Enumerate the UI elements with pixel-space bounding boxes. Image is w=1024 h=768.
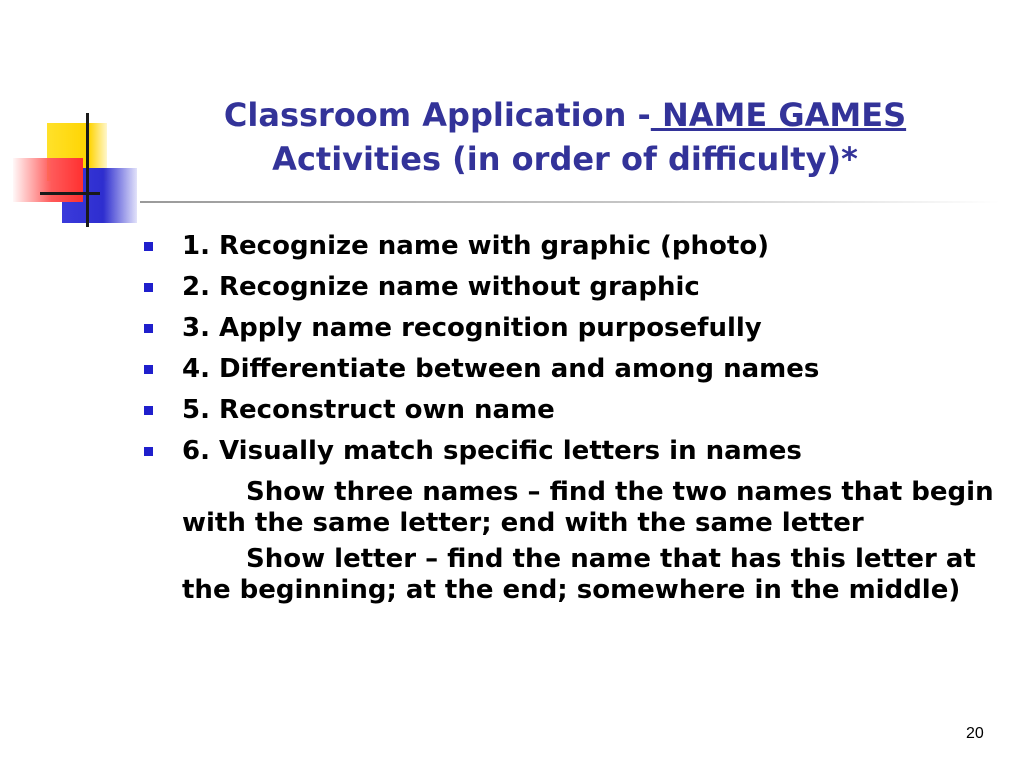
square-bullet-icon [144,365,153,374]
detail-paragraph-1 [141,477,1002,539]
bullet-item-6 [141,431,1011,472]
title-divider [140,201,1000,203]
square-bullet-icon [144,406,153,415]
bullet-item-4 [141,349,1011,390]
title-underlined: NAME GAMES [650,96,907,134]
bullet-text: 1. Recognize name with graphic (photo) [182,231,770,261]
title-line-1 [150,93,980,137]
detail-paragraph-2 [141,544,1002,606]
bullet-list [141,226,1011,606]
square-bullet-icon [144,242,153,251]
bullet-text: 5. Reconstruct own name [182,395,555,425]
logo-vertical-line [86,113,89,227]
detail-text: Show letter – find the name that has this letter at the beginning; at the end; somewhere in the middle) [182,544,976,605]
detail-text: Show three names – find the two names that begin with the same letter; end with the same letter [182,477,994,538]
slide-title [150,93,980,181]
bullet-item-3 [141,308,1011,349]
square-bullet-icon [144,324,153,333]
color-blocks-logo-icon [0,0,150,240]
page-number: 20 [966,725,984,742]
bullet-text: 2. Recognize name without graphic [182,272,700,302]
bullet-text: 6. Visually match specific letters in names [182,436,802,466]
bullet-item-2 [141,267,1011,308]
title-line-2: Activities (in order of difficulty)* [272,140,858,178]
bullet-text: 3. Apply name recognition purposefully [182,313,762,343]
square-bullet-icon [144,447,153,456]
bullet-item-1 [141,226,1011,267]
logo-horizontal-line [40,192,100,195]
title-prefix: Classroom Application - [223,96,651,134]
square-bullet-icon [144,283,153,292]
bullet-text: 4. Differentiate between and among names [182,354,820,384]
red-square [13,158,83,202]
bullet-item-5 [141,390,1011,431]
